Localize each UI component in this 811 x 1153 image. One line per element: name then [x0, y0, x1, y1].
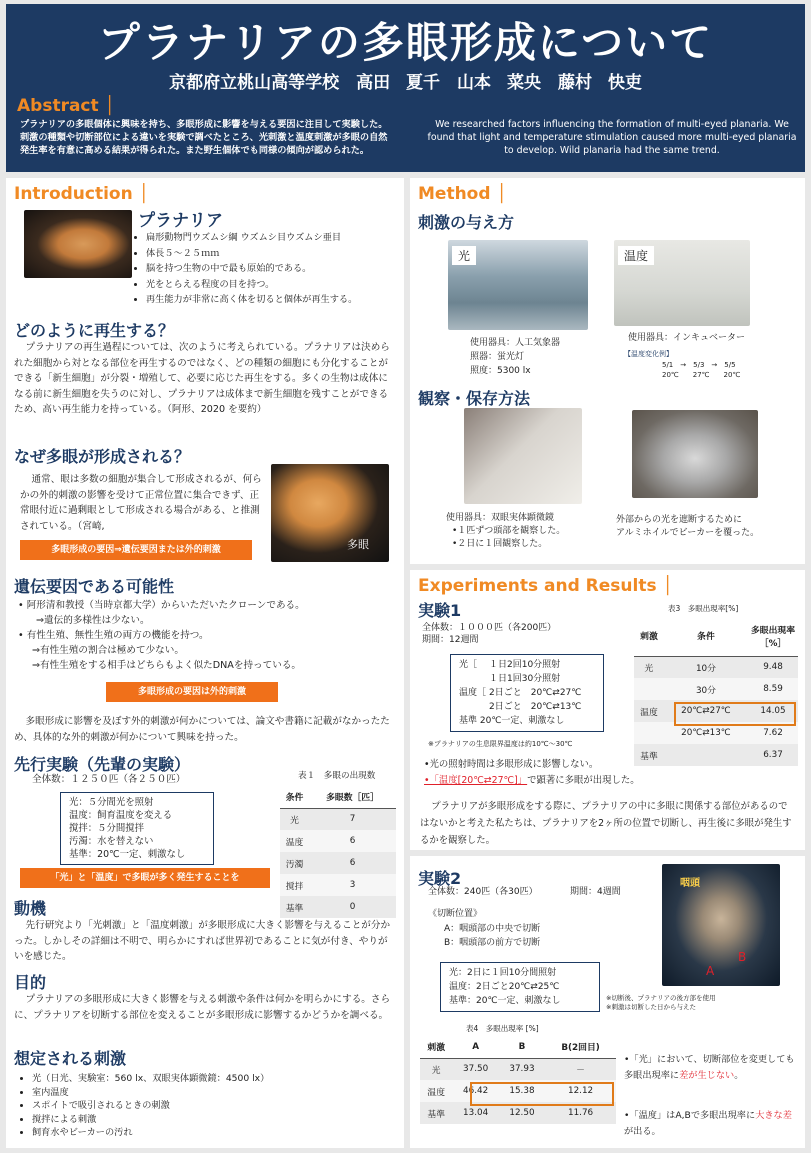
prior-experiment-title: 先行実験（先輩の実験） — [14, 755, 191, 774]
cut-a-label: A — [706, 964, 715, 978]
list-item: • 撹拌による刺激 — [32, 1113, 269, 1127]
poster-title: プラナリアの多眼形成について — [97, 18, 714, 67]
foil-beaker-photo — [632, 410, 758, 498]
purpose-title: 目的 — [14, 973, 47, 992]
list-item: • スポイトで吸引されるときの刺激 — [32, 1099, 269, 1113]
highlight-box — [674, 702, 796, 726]
list-item: • 光（日光、実験室：560 lx、双眼実体顕微鏡：4500 lx） — [32, 1072, 269, 1086]
prior-result-banner: 「光」と「温度」で多眼が多く発生することを — [20, 868, 270, 888]
prior-conditions-box — [60, 792, 214, 865]
experiments-panel — [410, 570, 805, 850]
observation-title: 観察・保存方法 — [418, 389, 531, 408]
experiment1-note: ※プラナリアの生息限界温度は約10℃～30℃ — [428, 740, 573, 748]
motive-text: 先行研究より「光刺激」と「温度刺激」が多眼形成に大きく影響を与えることが分かった。しかしその詳細は不明で、明らかにすれば世界初であることに気が付き、やりがいを感じた。 — [14, 920, 391, 962]
list-item: • 再生能力が非常に高く体を切ると個体が再生する。 — [146, 292, 402, 308]
list-item: 基準：20℃一定、刺激なし — [69, 849, 186, 860]
experiment1-conditions-box: 光［ １日2回10分照射 １日1回30分照射 温度［ 2日ごと 20℃⇄27℃ 2日ごと 20℃⇄13℃ 基準 20℃一定、刺激なし — [450, 654, 604, 732]
genetic-title: 遺伝要因である可能性 — [14, 577, 175, 596]
list-item: • 室内温度 — [32, 1086, 269, 1100]
light-chamber-photo — [448, 240, 588, 330]
table1: 条件 多眼数［匹］ 光 7 温度 6 汚濁 6 撹拌 3 基準 0 — [280, 786, 396, 918]
experiment2-notes: ※切断後、プラナリアの後方部を使用 ※刺激は切断した日から与えた — [606, 994, 716, 1011]
light-photo-label: 光 — [452, 246, 476, 265]
temp-photo-label: 温度 — [618, 246, 654, 265]
cut-position-list: A：咽頭部の中央で切断 B：咽頭部の前方で切断 — [444, 924, 541, 948]
poster-authors: 京都府立桃山高等学校 高田 夏千 山本 菜央 藤村 快吏 — [169, 73, 642, 93]
table-row: 光 7 — [280, 808, 396, 830]
list-item: 撹拌：５分間撹拌 — [69, 823, 145, 834]
multi-eye-text: 通常、眼は多数の細胞が集合して形成されるが、何らかの外的刺激の影響を受けて正常位置に集合できず、正常眼付近に過剰眼として形成される場合がある、と推測されている。（宮崎, — [20, 474, 262, 532]
method-panel — [410, 178, 805, 564]
stimuli-title: 想定される刺激 — [14, 1049, 127, 1068]
table-row: 光 10分 9.48 — [634, 656, 798, 678]
planaria-photo — [24, 210, 132, 278]
regeneration-text: プラナリアの再生過程については、次のように考えられている。プラナリアは決められた細胞から対となる部位を再生するのではなく、どの種類の細胞にも分化することができる「新生細胞」が分裂・増殖して、必要に応じた再生をする。多くの生物は成体になる前に新生細胞を失うのに対し、プラナリアは成体まで新生細胞を残すことができるため、高い再生能力を持っている。（阿形、2020 を要約） — [14, 342, 390, 415]
stimuli-list — [32, 1072, 269, 1140]
genetic-list — [18, 598, 398, 673]
temp-equipment: 使用器具：インキュベーター — [628, 333, 746, 343]
experiments-heading: Experiments and Results │ — [418, 576, 673, 596]
table4-title: 表4 多眼出現率 [%] — [466, 1024, 539, 1033]
list-item: • 脳を持つ生物の中で最も原始的である。 — [146, 261, 402, 277]
microscope-photo — [464, 408, 582, 504]
purpose-text: プラナリアの多眼形成に大きく影響を与える刺激や条件は何かを明らかにする。さらに、プラナリアを切断する部位を変えることが多眼形成に影響するかどうかを調べる。 — [14, 994, 391, 1021]
experiment2-result-1: •「光」において、切断部位を変更しても多眼出現率に差が生じない。 — [624, 1054, 795, 1081]
table-row: 光 37.50 37.93 － — [420, 1058, 616, 1080]
observation-equipment: 使用器具：双眼実体顕微鏡 •１匹ずつ頭部を観察した。 •２日に１回観察した。 — [446, 513, 566, 549]
temp-change-dates: 5/1 → 5/3 → 5/5 — [662, 361, 736, 369]
experiment1-title: 実験1 — [418, 601, 462, 620]
method-heading: Method │ — [418, 184, 507, 204]
experiment2-title: 実験2 — [418, 869, 462, 888]
list-item: • 飼育水やビーカーの汚れ — [32, 1126, 269, 1140]
table3: 刺激 条件 多眼出現率［%］ 光 10分 9.48 30分 8.59 温度 20℃⇄27℃ 14.05 20℃⇄13℃ 7.62 基準 6.37 — [634, 616, 798, 766]
list-item: • 光をとらえる程度の目を持つ。 — [146, 277, 402, 293]
list-item: • 有性生殖、無性生殖の両方の機能を持つ。 — [18, 630, 209, 641]
experiment1-text: プラナリアが多眼形成をする際に、プラナリアの中に多眼に関係する部位があるのではないかと考えた私たちは、プラナリアを2ヶ所の位置で切断し、再生後に多眼が発生するかを観察した。 — [420, 801, 792, 846]
multi-eye-photo-label: 多眼 — [347, 538, 369, 551]
genetic-text: 多眼形成に影響を及ぼす外的刺激が何かについては、論文や書籍に記載がなかったため、具体的な外的刺激が何かについて興味を持った。 — [14, 716, 390, 743]
experiment1-result-2: •「温度[20℃⇄27℃]」で顕著に多眼が出現した。 — [424, 775, 640, 786]
list-item: 汚濁：水を替えない — [69, 836, 154, 847]
experiment1-result-1: •光の照射時間は多眼形成に影響しない。 — [424, 759, 599, 770]
table-row: 温度 20℃⇄27℃ 14.05 — [634, 700, 798, 722]
multi-eye-photo — [271, 464, 389, 562]
motive-title: 動機 — [14, 899, 47, 918]
table-row: 撹拌 3 — [280, 874, 396, 896]
light-equipment: 使用器具：人工気象器 照器：蛍光灯 照度：5300 lx — [470, 338, 561, 376]
planaria-title: プラナリア — [138, 211, 223, 231]
table4: 刺激 A B B(2回目) 光 37.50 37.93 － 温度 46.42 15.38 12.12 基準 13.04 12.50 11.76 — [420, 1036, 616, 1124]
table3-title: 表3 多眼出現率[%] — [668, 604, 739, 613]
observation-note: 外部からの光を遮断するために アルミホイルでビーカーを覆った。 — [616, 515, 760, 538]
regeneration-title: どのように再生する？ — [14, 321, 175, 340]
abstract-jp: プラナリアの多眼個体に興味を持ち、多眼形成に影響を与える要因に注目して実験した。刺激の種類や切断部位による違いを実験で調べたところ、光刺激と温度刺激が多眼の自然発生率を有意に高める結果が得られた。また野生個体でも同様の傾向が認められた。 — [20, 119, 388, 156]
list-item: ⇒遺伝的多様性は少ない。 — [36, 615, 150, 626]
list-item: • 阿形清和教授（当時京都大学）からいただいたクローンである。 — [18, 600, 305, 611]
experiment2-period: 期間：4週間 — [570, 887, 621, 897]
table-row: 温度 46.42 15.38 12.12 — [420, 1080, 616, 1102]
incubator-photo — [614, 240, 750, 326]
table1-title: 表１ 多眼の出現数 — [298, 771, 376, 781]
table-row: 20℃⇄13℃ 7.62 — [634, 722, 798, 744]
experiment2-count: 全体数：240匹（各30匹） — [428, 887, 538, 897]
multi-eye-title: なぜ多眼が形成される？ — [14, 447, 191, 466]
table-row: 基準 0 — [280, 896, 396, 918]
table-row: 30分 8.59 — [634, 678, 798, 700]
experiment1-period: 期間：12週間 — [422, 635, 479, 645]
stimulus-method-title: 刺激の与え方 — [418, 213, 515, 232]
list-item: 温度：飼育温度を変える — [69, 810, 173, 821]
cut-b-label: B — [738, 950, 747, 964]
table-row: 基準 6.37 — [634, 744, 798, 766]
abstract-heading: Abstract │ — [17, 96, 115, 116]
list-item: • 体長５～２５ｍｍ — [146, 246, 402, 262]
poster-header — [6, 4, 805, 172]
factor-banner-1: 多眼形成の要因⇒遺伝要因または外的刺激 — [20, 540, 252, 560]
table-row: 温度 6 — [280, 830, 396, 852]
highlight-box — [470, 1082, 614, 1106]
cut-position-label: 《切断位置》 — [428, 909, 483, 919]
table-row: 基準 13.04 12.50 11.76 — [420, 1102, 616, 1124]
abstract-en: We researched factors influencing the formation of multi-eyed planaria. We found that light and temperature stimulation caused more multi-eyed planaria to develop. Wild planaria had the same trend. — [427, 119, 797, 156]
temp-change-label: 【温度変化例】 — [624, 350, 673, 358]
planaria-facts — [146, 230, 402, 308]
table-row: 汚濁 6 — [280, 852, 396, 874]
experiment2-result-2: •「温度」はA,Bで多眼出現率に大きな差が出る。 — [624, 1110, 792, 1137]
pharynx-label: 咽頭 — [680, 878, 700, 889]
list-item: • 扁形動物門ウズムシ綱 ウズムシ目ウズムシ亜目 — [146, 230, 402, 246]
experiment2-conditions-box: 光：2日に１回10分間照射 温度：2日ごと20℃⇄25℃ 基準：20℃一定、刺激なし — [440, 962, 600, 1012]
list-item: ⇒有性生殖の割合は極めて少ない。 — [32, 645, 184, 656]
factor-banner-2: 多眼形成の要因は外的刺激 — [106, 682, 278, 702]
experiment1-count: 全体数：１０００匹（各200匹） — [422, 623, 557, 633]
introduction-heading: Introduction │ — [14, 184, 149, 204]
list-item: 光：５分間光を照射 — [69, 797, 154, 808]
introduction-panel — [6, 178, 404, 1148]
temp-change-values: 20℃ 27℃ 20℃ — [662, 371, 741, 379]
list-item: ⇒有性生殖をする相手はどちらもよく似たDNAを持っている。 — [32, 660, 302, 671]
cut-position-photo — [662, 864, 780, 986]
prior-count: 全体数：１２５０匹（各２５０匹） — [32, 774, 186, 785]
experiment2-panel — [410, 856, 805, 1148]
